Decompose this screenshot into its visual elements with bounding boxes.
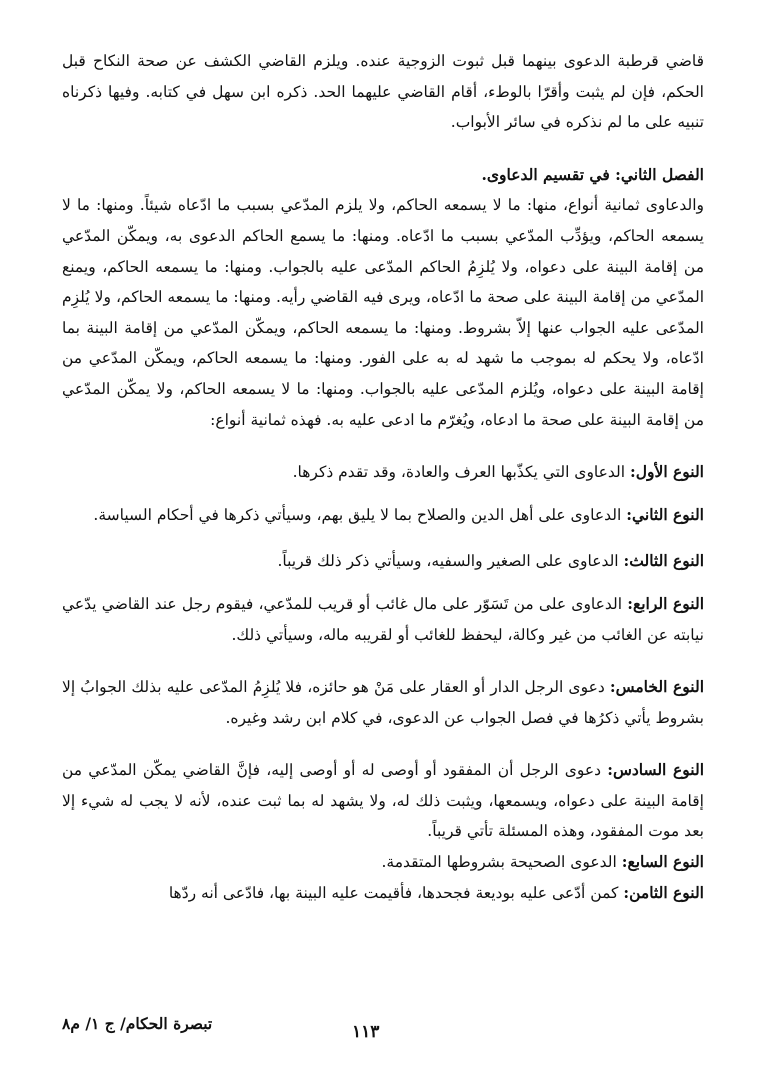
- type-5-paragraph: [62, 672, 704, 733]
- type-6-paragraph: [62, 755, 704, 847]
- type-6-label: النوع السادس:: [607, 760, 704, 780]
- type-4-label: النوع الرابع:: [627, 593, 705, 613]
- type-1-label: النوع الأول:: [630, 462, 704, 482]
- type-3-text: الدعاوى على الصغير والسفيه، وسيأتي ذكر ذلك قريباً.: [277, 552, 619, 571]
- type-7-text: الدعوى الصحيحة بشروطها المتقدمة.: [381, 853, 617, 872]
- page-number: ١١٣: [352, 1022, 380, 1042]
- document-page: [62, 46, 704, 1046]
- type-3-label: النوع الثالث:: [623, 551, 704, 571]
- type-2-text: الدعاوى على أهل الدين والصلاح بما لا يليق بهم، وسيأتي ذكرها في أحكام السياسة.: [93, 505, 622, 524]
- type-7-label: النوع السابع:: [621, 852, 704, 872]
- type-8-paragraph: [62, 878, 704, 909]
- type-4-paragraph: [62, 589, 704, 650]
- page-footer: [62, 1014, 704, 1048]
- section-heading: [62, 160, 704, 191]
- section-body-paragraph: والدعاوى ثمانية أنواع، منها: ما لا يسمعه الحاكم، ولا يلزم المدّعي بسبب ما ادّعاه شيئاً. ومنها: ما لا يسمعه الحاكم، ويؤدِّب المدّعي بسبب ما ادّعاه. ومنها: ما يسمع الحاكم الدعوى به، ويمكّن المدّعي من إقامة البينة على دعواه، ولا يُلزِمُ الحاكم المدّعى عليه بالجواب. ومنها: ما يسمعه الحاكم، ويمنع المدّعي من إقامة البينة على صحة ما ادّعاه، ويرى فيه القاضي رأيه. ومنها: ما يسمعه الحاكم، ولا يُلزِم المدّعى عليه الجواب عنها إلاّ بشروط. ومنها: ما يسمعه الحاكم، ويمكّن المدّعي من إقامة البينة بما ادّعاه، ولا يحكم له بموجب ما شهد له به على الفور. ومنها: ما يسمعه الحاكم، ويمكّن المدّعي من إقامة البينة على دعواه، ويُلزم المدّعى عليه بالجواب. ومنها: ما لا يسمعه الحاكم، ولا يمكّن المدّعي من إقامة البينة على صحة ما ادعاه، ويُغرّم ما ادعى عليه به. فهذه ثمانية أنواع:: [62, 196, 704, 429]
- type-6-text: دعوى الرجل أن المفقود أو أوصى له أو أوصى إليه، فإنَّ القاضي يمكّن المدّعي من إقامة البينة على دعواه، ويسمعها، ويثبت ذلك له، ولا يشهد له بما ثبت عنده، لأنه لا يجب له شيء إلا بعد موت المفقود، وهذه المسئلة تأتي قريباً.: [62, 761, 704, 841]
- type-8-label: النوع الثامن:: [623, 882, 704, 902]
- type-3-paragraph: [62, 546, 704, 577]
- type-8-text: كمن أدّعى عليه بوديعة فجحدها، فأقيمت عليه البينة بها، فادّعى أنه ردّها: [168, 883, 619, 902]
- section-title: الفصل الثاني: في تقسيم الدعاوى.: [481, 164, 704, 184]
- intro-paragraph: قاضي قرطبة الدعوى بينهما قبل ثبوت الزوجية عنده. ويلزم القاضي الكشف عن صحة النكاح قبل الحكم، فإن لم يثبت وأقرّا بالوطء، أقام القاضي عليهما الحد. ذكره ابن سهل في كتابه. وفيها ذكرناه تنبيه على ما لم نذكره في سائر الأبواب.: [62, 52, 704, 132]
- type-2-label: النوع الثاني:: [626, 504, 704, 524]
- book-reference: تبصرة الحكام/ ج ١/ م٨: [62, 1014, 213, 1033]
- type-5-label: النوع الخامس:: [609, 677, 705, 697]
- type-1-paragraph: [62, 457, 704, 488]
- type-1-text: الدعاوى التي يكذّبها العرف والعادة، وقد تقدم ذكرها.: [292, 463, 626, 482]
- type-5-text: دعوى الرجل الدار أو العقار على مَنْ هو حائزه، فلا يُلزِمُ المدّعى عليه بذلك الجوابُ إلا بشروط يأتي ذكرُها في فصل الجواب عن الدعوى، في كلام ابن رشد وغيره.: [62, 678, 704, 727]
- type-4-text: الدعاوى على من تَسَوّر على مال غائب أو قريب للمدّعي، فيقوم رجل عند القاضي يدّعي نيابته عن الغائب من غير وكالة، ليحفظ للغائب أو لقريبه ماله، وسيأتي ذلك.: [62, 594, 704, 644]
- type-7-paragraph: [62, 847, 704, 878]
- type-2-paragraph: [62, 500, 704, 531]
